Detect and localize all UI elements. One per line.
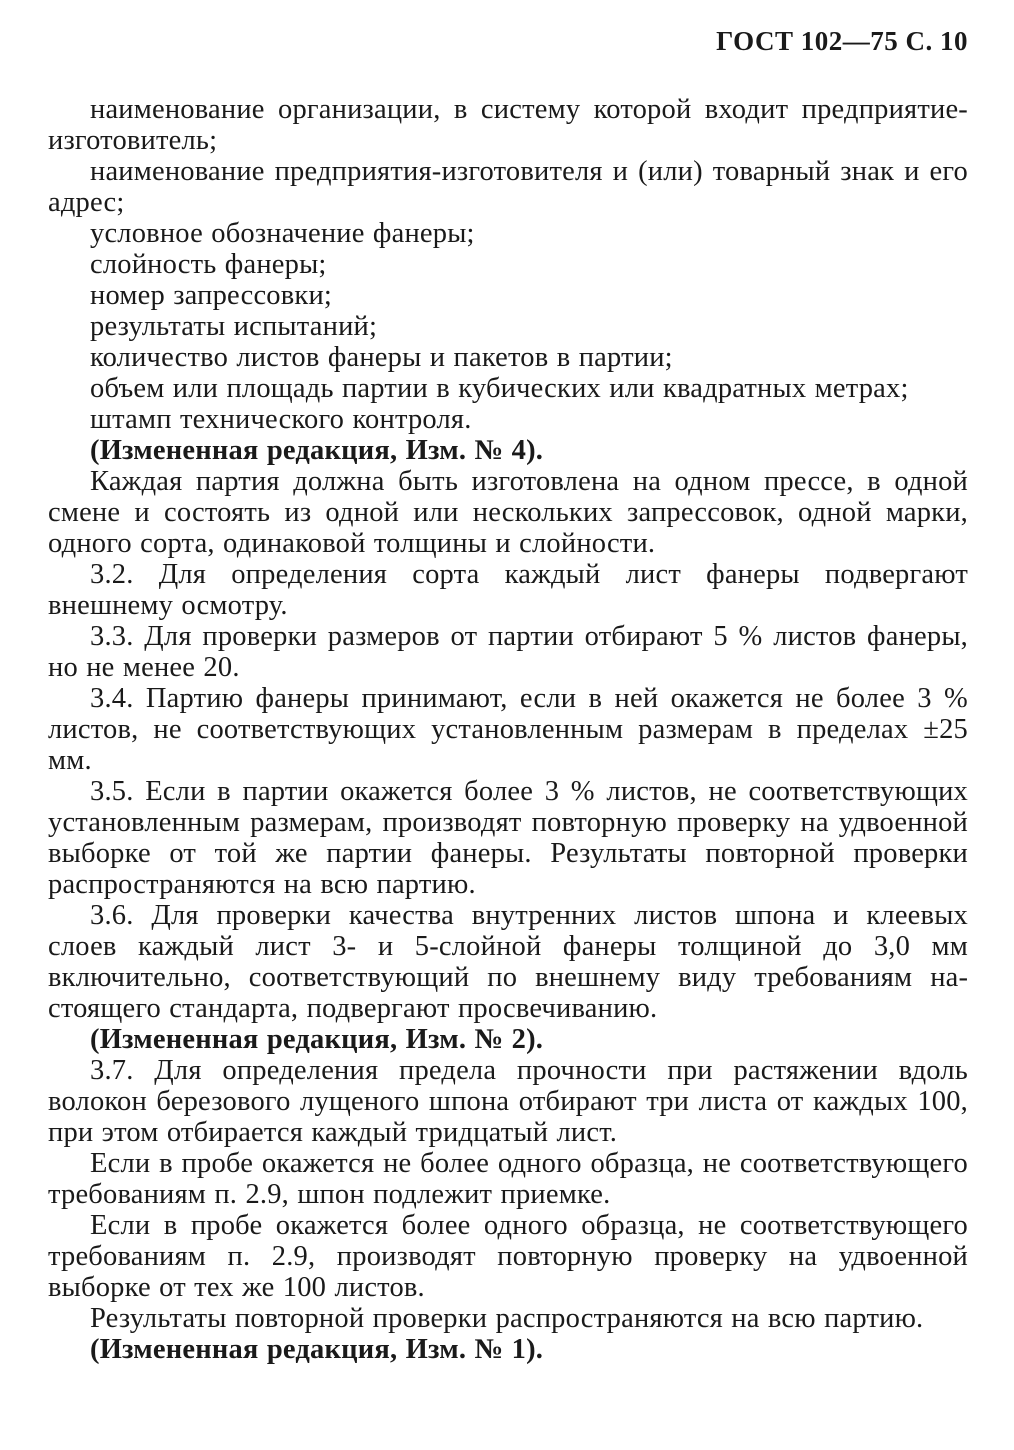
list-item-stamp: штамп технического контроля. bbox=[90, 404, 472, 435]
paragraph-acceptance: Если в пробе окажется не более одного образца, не соответствующего требованиям п. 2.9, шпон подлежит приемке. bbox=[48, 1148, 968, 1210]
list-item-test-results: результаты испытаний; bbox=[90, 311, 378, 342]
clause-3-2: 3.2. Для определения сорта каждый лист фанеры подвергают внешнему осмотру. bbox=[48, 559, 968, 621]
list-item-manufacturer: наименование предприятия-изготовителя и (или) товарный знак и его адрес; bbox=[48, 156, 968, 218]
list-item-press-number: номер запрессовки; bbox=[90, 280, 333, 311]
list-item-designation: условное обозначение фанеры; bbox=[90, 218, 475, 249]
amendment-note-2: (Измененная редакция, Изм. № 2). bbox=[90, 1024, 544, 1055]
list-item-volume: объем или площадь партии в кубических или квадратных метрах; bbox=[90, 373, 909, 404]
clause-3-7: 3.7. Для определения предела прочности при растяжении вдоль волокон березового лущеного шпона отбирают три листа от каждых 100, при этом отбирается каждый тридцатый лист. bbox=[48, 1055, 968, 1148]
list-item-organization: наименование организации, в систему которой входит предприятие-изготовитель; bbox=[48, 94, 968, 156]
list-item-layers: слойность фанеры; bbox=[90, 249, 327, 280]
paragraph-retest-results: Результаты повторной проверки распространяются на всю партию. bbox=[90, 1303, 924, 1334]
document-page bbox=[48, 0, 968, 1450]
paragraph-batch-definition: Каждая партия должна быть изготовлена на одном прессе, в одной смене и состоять из одной или нескольких запрессовок, одной марки, одного сорта, одинаковой толщины и слойности. bbox=[48, 466, 968, 559]
list-item-sheet-count: количество листов фанеры и пакетов в партии; bbox=[90, 342, 673, 373]
clause-3-5: 3.5. Если в партии окажется более 3 % листов, не соответствующих установленным размерам, производят повторную проверку на удвоенной выборке от той же партии фанеры. Результаты повторной проверки распространяются на всю партию. bbox=[48, 776, 968, 900]
paragraph-retest: Если в пробе окажется более одного образца, не соответствующего требованиям п. 2.9, производят повторную проверку на удвоенной выборке от тех же 100 листов. bbox=[48, 1210, 968, 1303]
amendment-note-4: (Измененная редакция, Изм. № 4). bbox=[90, 435, 544, 466]
amendment-note-1: (Измененная редакция, Изм. № 1). bbox=[90, 1334, 544, 1365]
clause-3-3: 3.3. Для проверки размеров от партии отбирают 5 % листов фанеры, но не менее 20. bbox=[48, 621, 968, 683]
page-header: ГОСТ 102—75 С. 10 bbox=[716, 26, 968, 56]
clause-3-4: 3.4. Партию фанеры принимают, если в ней окажется не более 3 % листов, не соответствующих установленным размерам в пределах ±25 мм. bbox=[48, 683, 968, 776]
clause-3-6: 3.6. Для проверки качества внутренних листов шпона и клеевых слоев каждый лист 3- и 5-слойной фанеры толщиной до 3,0 мм включительно, соответствующий по внешнему виду требованиям настоящего стандарта, подвергают просвечиванию. bbox=[48, 900, 968, 1024]
document-body bbox=[48, 94, 968, 1365]
